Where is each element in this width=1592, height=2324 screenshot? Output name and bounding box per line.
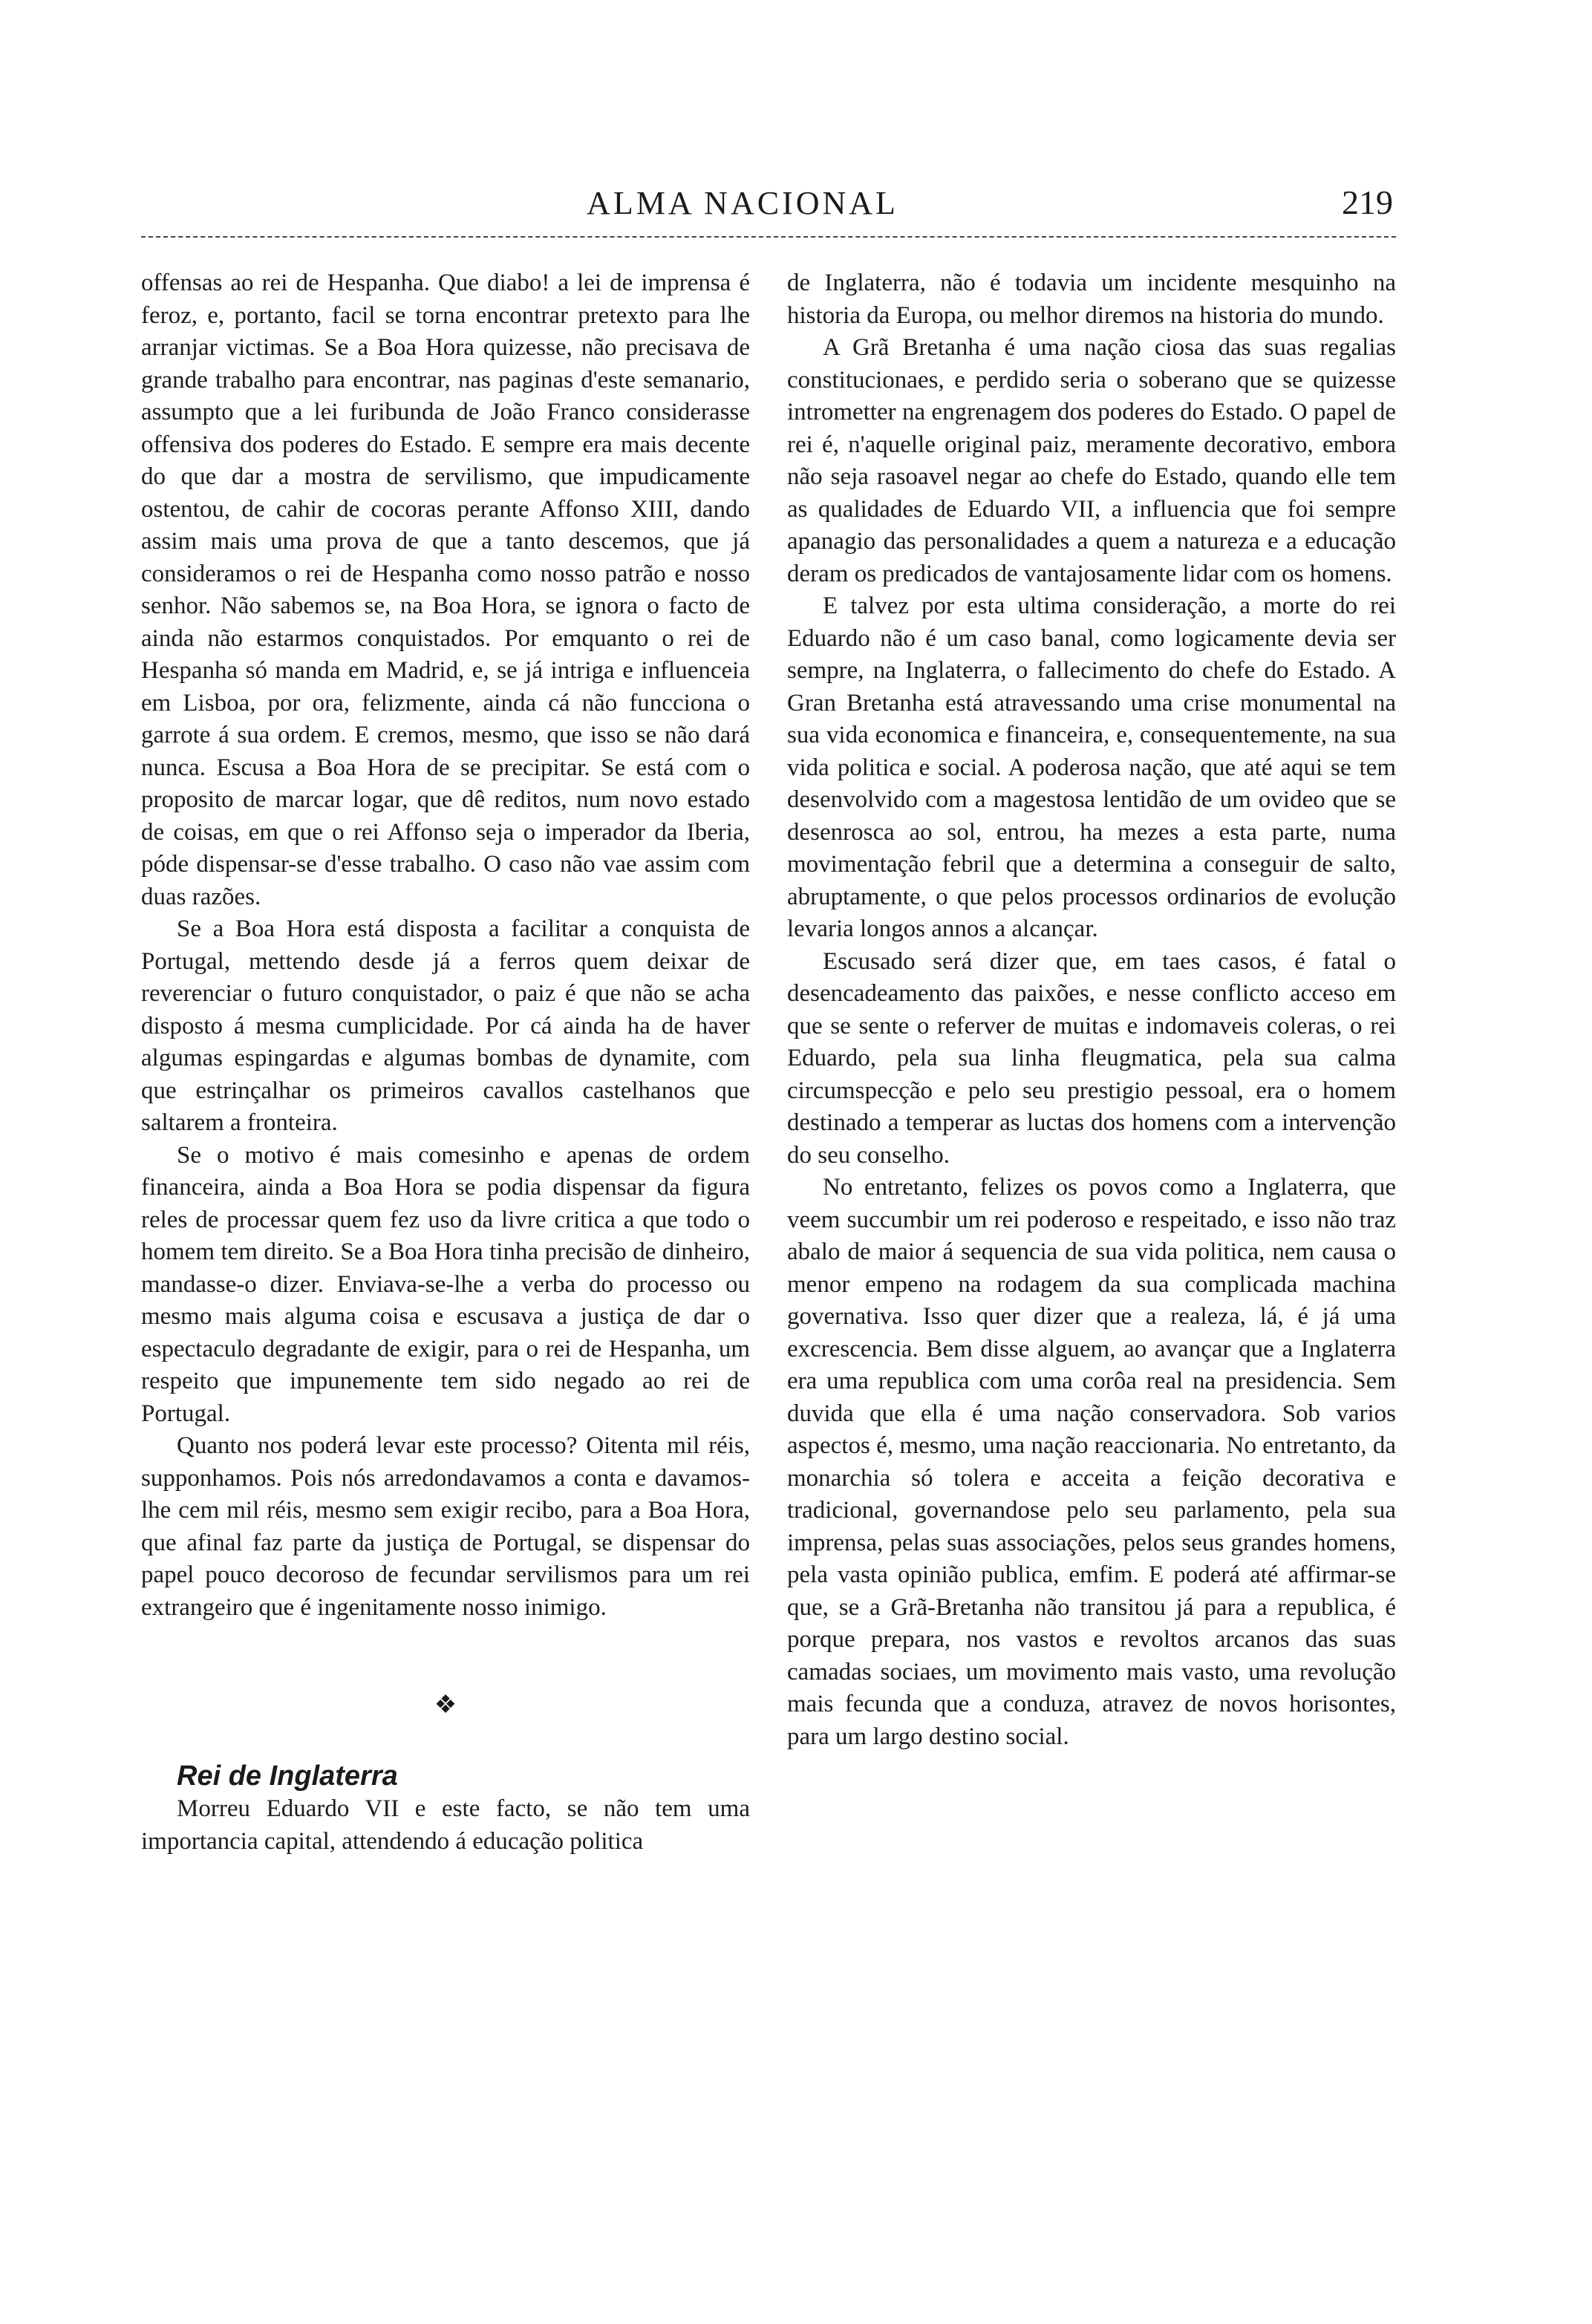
running-header-title: ALMA NACIONAL xyxy=(587,185,898,221)
body-paragraph: E talvez por esta ultima consideração, a morte do rei Eduardo não é um caso banal, como logicamente devia ser sempre, na Inglaterra, o fallecimento do chefe do Estado. A Gran Bretanha está atravessando uma crise monumental na sua vida economica e financeira, e, consequentemente, na sua vida politica e social. A poderosa nação, que até aqui se tem desenvolvido com a magestosa lentidão de um ovideo que se desenrosca ao sol, entrou, ha mezes a esta parte, numa movimentação febril que a determina a conseguir de salto, abruptamente, o que pelos processos ordinarios de evolução levaria longos annos a alcançar. xyxy=(787,593,1396,942)
body-paragraph: offensas ao rei de Hespanha. Que diabo! a lei de imprensa é feroz, e, portanto, facil se torna encontrar pretexto para lhe arranjar victimas. Se a Boa Hora quizesse, não precisava de grande trabalho para encontrar, nas paginas d'este semanario, assumpto que a lei furibunda de João Franco considerasse offensiva dos poderes do Estado. E sempre era mais decente do que dar a mostra de servilismo, que impudicamente ostentou, de cahir de cocoras perante Affonso XIII, dando assim mais uma prova de que a tanto descemos, que já consideramos o rei de Hespanha como nosso patrão e nosso senhor. Não sabemos se, na Boa Hora, se ignora o facto de ainda não estarmos conquistados. Por emquanto o rei de Hespanha só manda em Madrid, e, se já intriga e influenceia em Lisboa, por ora, felizmente, ainda cá não funcciona o garrote á sua ordem. E cremos, mesmo, que isso se não dará nunca. Escusa a Boa Hora de se precipitar. Se está com o proposito de marcar logar, que dê reditos, num novo estado de coisas, em que o rei Affonso seja o imperador da Iberia, póde dispensar-se d'esse trabalho. O caso não vae assim com duas razões. xyxy=(141,270,750,910)
body-paragraph: Escusado será dizer que, em taes casos, é fatal o desencadeamento das paixões, e nesse conflicto acceso em que se sente o referver de muitas e indomaveis coleras, o rei Eduardo, pela sua linha fleugmatica, pela sua calma circumspecção e pelo seu prestigio pessoal, era o homem destinado a temperar as luctas dos homens com a intervenção do seu conselho. xyxy=(787,947,1396,1169)
body-paragraph: A Grã Bretanha é uma nação ciosa das suas regalias constitucionaes, e perdido seria o soberano que se quizesse intrometter na engrenagem dos poderes do Estado. O papel de rei é, n'aquelle original paiz, meramente decorativo, embora não seja rasoavel negar ao chefe do Estado, quando elle tem as qualidades de Eduardo VII, a influencia que foi sempre apanagio das personalidades a quem a natureza e a educação deram os predicados de vantajosamente lidar com os homens. xyxy=(787,334,1396,587)
body-paragraph: Se o motivo é mais comesinho e apenas de ordem financeira, ainda a Boa Hora se podia dispensar da figura reles de processar quem fez uso da livre critica a que todo o homem tem direito. Se a Boa Hora tinha precisão de dinheiro, mandasse-o dizer. Enviava-se-lhe a verba do processo ou mesmo mais alguma coisa e escusava a justiça de dar o espectaculo degradante de exigir, para o rei de Hespanha, um respeito que impunemente tem sido negado ao rei de Portugal. xyxy=(141,1141,750,1427)
body-paragraph: Quanto nos poderá levar este processo? Oitenta mil réis, supponhamos. Pois nós arredondavamos a conta e davamos-lhe cem mil réis, mesmo sem exigir recibo, para a Boa Hora, que afinal faz parte da justiça de Portugal, se dispensar do papel pouco decoroso de fecundar servilismos para um rei extrangeiro que é ingenitamente nosso inimigo. xyxy=(141,1432,750,1621)
right-column xyxy=(787,267,1396,1753)
body-paragraph: Morreu Eduardo VII e este facto, se não tem uma importancia capital, attendendo á educação politica xyxy=(141,1795,750,1855)
header-rule xyxy=(141,236,1396,238)
section-heading: Rei de Inglaterra xyxy=(177,1760,398,1792)
section-ornament-icon: ❖ xyxy=(434,1691,457,1719)
body-paragraph: Se a Boa Hora está disposta a facilitar a conquista de Portugal, mettendo desde já a ferros quem deixar de reverenciar o futuro conquistador, o paiz é que não se acha disposto á mesma cumplicidade. Por cá ainda ha de haver algumas espingardas e algumas bombas de dynamite, com que estrinçalhar os primeiros cavallos castelhanos que saltarem a fronteira. xyxy=(141,915,750,1136)
body-paragraph: No entretanto, felizes os povos como a Inglaterra, que veem succumbir um rei poderoso e respeitado, e isso não traz abalo de maior á sequencia de sua vida politica, nem causa o menor empeno na rodagem da sua complicada machina governativa. Isso quer dizer que a realeza, lá, é já uma excrescencia. Bem disse alguem, ao avançar que a Inglaterra era uma republica com uma corôa real na presidencia. Sem duvida que ella é uma nação conservadora. Sob varios aspectos é, mesmo, uma nação reaccionaria. No entretanto, da monarchia só tolera e acceita a feição decorativa e tradicional, governandose pelo seu parlamento, pela sua imprensa, pelas suas associações, pelos seus grandes homens, pela vasta opinião publica, emfim. E poderá até affirmar-se que, se a Grã-Bretanha não transitou já para a republica, é porque prepara, nos vastos e revoltos arcanos das suas camadas sociaes, um movimento mais vasto, uma revolução mais fecunda que a conduza, atravez de novos horisontes, para um largo destino social. xyxy=(787,1174,1396,1750)
page-number: 219 xyxy=(1342,183,1393,221)
left-column xyxy=(141,267,750,1858)
body-paragraph: de Inglaterra, não é todavia um incidente mesquinho na historia da Europa, ou melhor diremos na historia do mundo. xyxy=(787,270,1396,329)
